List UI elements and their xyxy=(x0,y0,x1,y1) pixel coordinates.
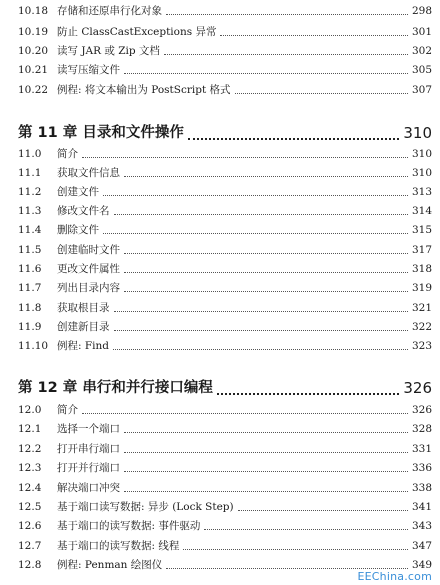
section-title: 简介 xyxy=(57,404,78,416)
dot-leader xyxy=(124,471,408,472)
dot-leader xyxy=(188,138,399,140)
page-number: 326 xyxy=(411,404,432,416)
section-title: 获取根目录 xyxy=(57,302,110,314)
page-number: 301 xyxy=(411,26,432,38)
dot-leader xyxy=(124,253,408,254)
page-number: 331 xyxy=(411,443,432,455)
chapter-page-number: 310 xyxy=(403,124,432,142)
dot-leader xyxy=(113,349,408,350)
section-number: 10.22 xyxy=(18,84,49,96)
toc-entry xyxy=(0,300,440,317)
toc-entry xyxy=(0,538,440,555)
section-number: 12.6 xyxy=(18,520,42,532)
section-title: 防止 ClassCastExceptions 异常 xyxy=(57,26,217,38)
page-number: 347 xyxy=(411,540,432,552)
section-number: 11.0 xyxy=(18,148,42,160)
page-number: 349 xyxy=(411,559,432,571)
page-number: 343 xyxy=(411,520,432,532)
section-number: 10.21 xyxy=(18,64,49,76)
page-number: 305 xyxy=(411,64,432,76)
page-number: 313 xyxy=(411,186,432,198)
dot-leader xyxy=(114,311,408,312)
section-title: 基于端口的读写数据: 事件驱动 xyxy=(57,520,201,532)
dot-leader xyxy=(217,393,399,395)
dot-leader xyxy=(220,35,408,36)
section-number: 11.7 xyxy=(18,282,42,294)
page-number: 322 xyxy=(411,321,432,333)
section-number: 12.2 xyxy=(18,443,42,455)
section-title: 例程: Penman 绘图仪 xyxy=(57,559,163,571)
section-title: 打开串行端口 xyxy=(57,443,120,455)
toc-entry xyxy=(0,43,440,60)
toc-entry xyxy=(0,338,440,355)
section-number: 11.4 xyxy=(18,224,42,236)
dot-leader xyxy=(124,176,408,177)
toc-entry xyxy=(0,3,440,20)
section-number: 12.8 xyxy=(18,559,42,571)
page-number: 310 xyxy=(411,167,432,179)
toc-entry xyxy=(0,184,440,201)
page-number: 323 xyxy=(411,340,432,352)
section-title: 获取文件信息 xyxy=(57,167,120,179)
dot-leader xyxy=(103,195,408,196)
page-number: 319 xyxy=(411,282,432,294)
toc-entry xyxy=(0,82,440,99)
section-title: 存储和还原串行化对象 xyxy=(57,5,162,17)
section-title: 删除文件 xyxy=(57,224,99,236)
dot-leader xyxy=(204,529,408,530)
section-number: 10.20 xyxy=(18,45,49,57)
section-number: 11.9 xyxy=(18,321,42,333)
watermark-text: EEChina.com xyxy=(357,570,432,583)
dot-leader xyxy=(114,330,408,331)
dot-leader xyxy=(82,157,408,158)
page-number: 307 xyxy=(411,84,432,96)
page-number: 318 xyxy=(411,263,432,275)
section-title: 例程: 将文本输出为 PostScript 格式 xyxy=(57,84,231,96)
dot-leader xyxy=(124,291,408,292)
page-number: 310 xyxy=(411,148,432,160)
section-title: 创建新目录 xyxy=(57,321,110,333)
dot-leader xyxy=(238,510,408,511)
section-title: 基于端口的读写数据: 线程 xyxy=(57,540,180,552)
dot-leader xyxy=(164,54,408,55)
section-title: 列出目录内容 xyxy=(57,282,120,294)
section-number: 12.5 xyxy=(18,501,42,513)
dot-leader xyxy=(235,93,408,94)
toc-entry xyxy=(0,222,440,239)
section-number: 10.19 xyxy=(18,26,49,38)
section-title: 创建临时文件 xyxy=(57,244,120,256)
section-title: 读写压缩文件 xyxy=(57,64,120,76)
toc-entry xyxy=(0,62,440,79)
dot-leader xyxy=(166,568,408,569)
section-title: 创建文件 xyxy=(57,186,99,198)
toc-entry xyxy=(0,518,440,535)
page-number: 336 xyxy=(411,462,432,474)
section-number: 11.5 xyxy=(18,244,42,256)
toc-entry xyxy=(0,165,440,182)
section-number: 11.2 xyxy=(18,186,42,198)
toc-entry xyxy=(0,24,440,41)
section-number: 12.3 xyxy=(18,462,42,474)
toc-entry xyxy=(0,203,440,220)
section-title: 解决端口冲突 xyxy=(57,482,120,494)
section-number: 11.1 xyxy=(18,167,42,179)
page-number: 314 xyxy=(411,205,432,217)
section-number: 11.6 xyxy=(18,263,42,275)
dot-leader xyxy=(124,73,408,74)
toc-entry xyxy=(0,421,440,438)
chapter-title: 第 12 章 串行和并行接口编程 xyxy=(18,380,213,396)
chapter-heading xyxy=(0,377,440,399)
dot-leader xyxy=(114,214,408,215)
toc-entry xyxy=(0,319,440,336)
section-title: 更改文件属性 xyxy=(57,263,120,275)
section-number: 11.8 xyxy=(18,302,42,314)
section-number: 10.18 xyxy=(18,5,49,17)
toc-entry xyxy=(0,242,440,259)
toc-entry xyxy=(0,499,440,516)
toc-entry xyxy=(0,402,440,419)
chapter-heading xyxy=(0,122,440,144)
section-number: 12.1 xyxy=(18,423,42,435)
dot-leader xyxy=(124,491,408,492)
page-number: 321 xyxy=(411,302,432,314)
toc-entry xyxy=(0,480,440,497)
toc-entry xyxy=(0,261,440,278)
section-title: 基于端口读写数据: 异步 (Lock Step) xyxy=(57,501,234,513)
section-title: 选择一个端口 xyxy=(57,423,120,435)
dot-leader xyxy=(183,549,408,550)
toc-entry xyxy=(0,280,440,297)
page-number: 315 xyxy=(411,224,432,236)
section-number: 12.0 xyxy=(18,404,42,416)
dot-leader xyxy=(124,432,408,433)
dot-leader xyxy=(82,413,408,414)
dot-leader xyxy=(124,272,408,273)
chapter-page-number: 326 xyxy=(403,379,432,397)
page-number: 338 xyxy=(411,482,432,494)
page-number: 317 xyxy=(411,244,432,256)
chapter-title: 第 11 章 目录和文件操作 xyxy=(18,125,184,141)
dot-leader xyxy=(166,14,408,15)
toc-entry xyxy=(0,441,440,458)
section-number: 11.3 xyxy=(18,205,42,217)
page-number: 341 xyxy=(411,501,432,513)
section-title: 修改文件名 xyxy=(57,205,110,217)
section-title: 例程: Find xyxy=(57,340,110,352)
section-number: 12.7 xyxy=(18,540,42,552)
section-number: 11.10 xyxy=(18,340,49,352)
page-number: 328 xyxy=(411,423,432,435)
toc-entry xyxy=(0,460,440,477)
dot-leader xyxy=(124,452,408,453)
section-title: 简介 xyxy=(57,148,78,160)
dot-leader xyxy=(103,233,408,234)
toc-entry xyxy=(0,146,440,163)
section-number: 12.4 xyxy=(18,482,42,494)
page-number: 298 xyxy=(411,5,432,17)
section-title: 打开并行端口 xyxy=(57,462,120,474)
page-number: 302 xyxy=(411,45,432,57)
section-title: 读写 JAR 或 Zip 文档 xyxy=(57,45,160,57)
